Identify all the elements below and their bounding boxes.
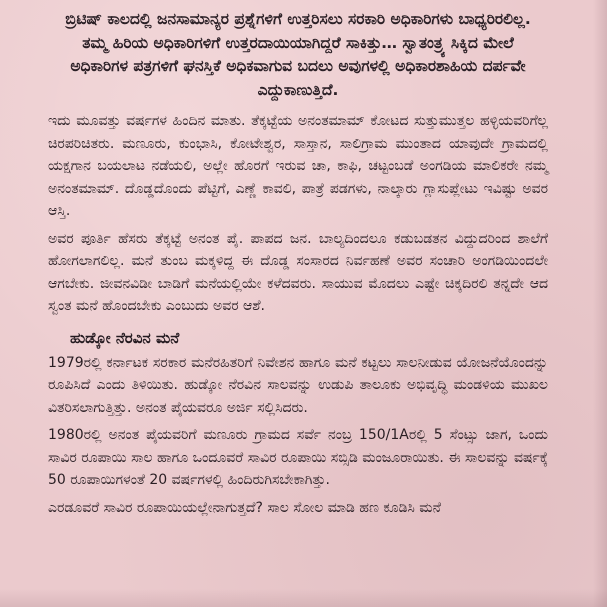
paragraph-4: 1980ರಲ್ಲಿ ಅನಂತ ಪೈಯವರಿಗೆ ಮಣೂರು ಗ್ರಾಮದ ಸರ್ವೆ ನಂಬ್ರ 150/1Aರಲ್ಲಿ 5 ಸೆಂಟ್ಸು ಜಾಗ, ಒಂದು ಸಾವಿರ ರೂಪಾಯಿ ಸಾಲ ಹಾಗೂ ಒಂದೂವರೆ ಸಾವಿರ ರೂಪಾಯಿ ಸಬ್ಸಿಡಿ ಮಂಜೂರಾಯಿತು. ಈ ಸಾಲವನ್ನು ವರ್ಷಕ್ಕೆ 50 ರೂಪಾಯಿಗಳಂತೆ 20 ವರ್ಷಗಳಲ್ಲಿ ಹಿಂದಿರುಗಿಸಬೇಕಾಗಿತ್ತು.	[48, 427, 548, 488]
section-heading: ಹುಡ್ಕೋ ನೆರವಿನ ಮನೆ	[70, 328, 180, 347]
page-bottom-shadow	[0, 589, 607, 607]
page-edge-shadow	[593, 0, 607, 607]
document-body	[48, 8, 548, 524]
paragraph-2: ಅವರ ಪೂರ್ತಿ ಹೆಸರು ತೆಕ್ಕಟ್ಟೆ ಅನಂತ ಪೈ. ಪಾಪದ ಜನ. ಬಾಲ್ಯದಿಂದಲೂ ಕಡುಬಡತನ ವಿದ್ದುದರಿಂದ ಶಾಲೆಗೆ ಹೋಗಲಾಗಲಿಲ್ಲ. ಮನೆ ತುಂಬ ಮಕ್ಕಳಿದ್ದ ಈ ದೊಡ್ಡ ಸಂಸಾರದ ನಿರ್ವಹಣೆ ಅವರ ಸಂಚಾರಿ ಅಂಗಡಿಯಿಂದಲೇ ಆಗಬೇಕು. ಜೀವನವಿಡೀ ಬಾಡಿಗೆ ಮನೆಯಲ್ಲಿಯೇ ಕಳೆದವರು. ಸಾಯುವ ಮೊದಲು ಎಷ್ಟೇ ಚಿಕ್ಕದಿರಲಿ ತನ್ನದೇ ಆದ ಸ್ವಂತ ಮನೆ ಹೊಂದಬೇಕು ಎಂಬುದು ಅವರ ಆಶೆ.	[48, 230, 548, 314]
paragraph-5: ಎರಡೂವರೆ ಸಾವಿರ ರೂಪಾಯಿಯಲ್ಲೇನಾಗುತ್ತದೆ? ಸಾಲ ಸೋಲ ಮಾಡಿ ಹಣ ಕೂಡಿಸಿ ಮನೆ	[48, 499, 441, 516]
paragraph-1: ಇದು ಮೂವತ್ತು ವರ್ಷಗಳ ಹಿಂದಿನ ಮಾತು. ತೆಕ್ಕಟ್ಟೆಯ ಅನಂತಮಾಮ್ ಕೋಟದ ಸುತ್ತುಮುತ್ತಲ ಹಳ್ಳಿಯವರಿಗೆಲ್ಲ ಚಿರಪರಿಚಿತರು. ಮಣೂರು, ಕುಂಭಾಸಿ, ಕೋಟೇಶ್ವರ, ಸಾಸ್ತಾನ, ಸಾಲಿಗ್ರಾಮ ಮುಂತಾದ ಯಾವುದೇ ಗ್ರಾಮದಲ್ಲಿ ಯಕ್ಷಗಾನ ಬಯಲಾಟ ನಡೆಯಲಿ, ಅಲ್ಲೇ ಹೊರಗೆ ಇರುವ ಚಾ, ಕಾಫಿ, ಚಟ್ಟಂಬಡೆ ಅಂಗಡಿಯ ಮಾಲಿಕರೇ ನಮ್ಮ ಅನಂತಮಾಮ್. ದೊಡ್ಡದೊಂದು ಪೆಟ್ಟಿಗೆ, ಎಣ್ಣೆ ಕಾವಲಿ, ಪಾತ್ರೆ ಪಡಗಳು, ನಾಲ್ಕಾರು ಗ್ಲಾಸುಪ್ಲೇಟು ಇವಿಷ್ಟು ಅವರ ಆಸ್ತಿ.	[48, 113, 548, 219]
paragraph-3: 1979ರಲ್ಲಿ ಕರ್ನಾಟಕ ಸರಕಾರ ಮನೆರಹಿತರಿಗೆ ನಿವೇಶನ ಹಾಗೂ ಮನೆ ಕಟ್ಟಲು ಸಾಲನೀಡುವ ಯೋಜನೆಯೊಂದನ್ನು ರೂಪಿಸಿದೆ ಎಂದು ತಿಳಿಯಿತು. ಹುಡ್ಕೋ ನೆರವಿನ ಸಾಲವನ್ನು ಉಡುಪಿ ತಾಲೂಕು ಅಭಿವೃದ್ಧಿ ಮಂಡಳಿಯ ಮುಖಲ ವಿತರಿಸಲಾಗುತ್ತಿತ್ತು. ಅನಂತ ಪೈಯವರೂ ಅರ್ಜಿ ಸಲ್ಲಿಸಿದರು.	[48, 354, 548, 416]
pull-quote: ಬ್ರಿಟಿಷ್ ಕಾಲದಲ್ಲಿ ಜನಸಾಮಾನ್ಯರ ಪ್ರಶ್ನೆಗಳಿಗೆ ಉತ್ತರಿಸಲು ಸರಕಾರಿ ಅಧಿಕಾರಿಗಳು ಬಾಧ್ಯರಿರಲಿಲ್ಲ. ತಮ್ಮ ಹಿರಿಯ ಅಧಿಕಾರಿಗಳಿಗೆ ಉತ್ತರದಾಯಿಯಾಗಿದ್ದರೆ ಸಾಕಿತ್ತು… ಸ್ವಾತಂತ್ರ್ಯ ಸಿಕ್ಕಿದ ಮೇಲೆ ಅಧಿಕಾರಿಗಳ ಪತ್ರಗಳಿಗೆ ಘನಸ್ತಿಕೆ ಅಧಿಕವಾಗುವ ಬದಲು ಅವುಗಳಲ್ಲಿ ಅಧಿಕಾರಶಾಹಿಯ ದರ್ಪವೇ ಎದ್ದುಕಾಣುತ್ತಿದೆ.	[65, 10, 531, 99]
